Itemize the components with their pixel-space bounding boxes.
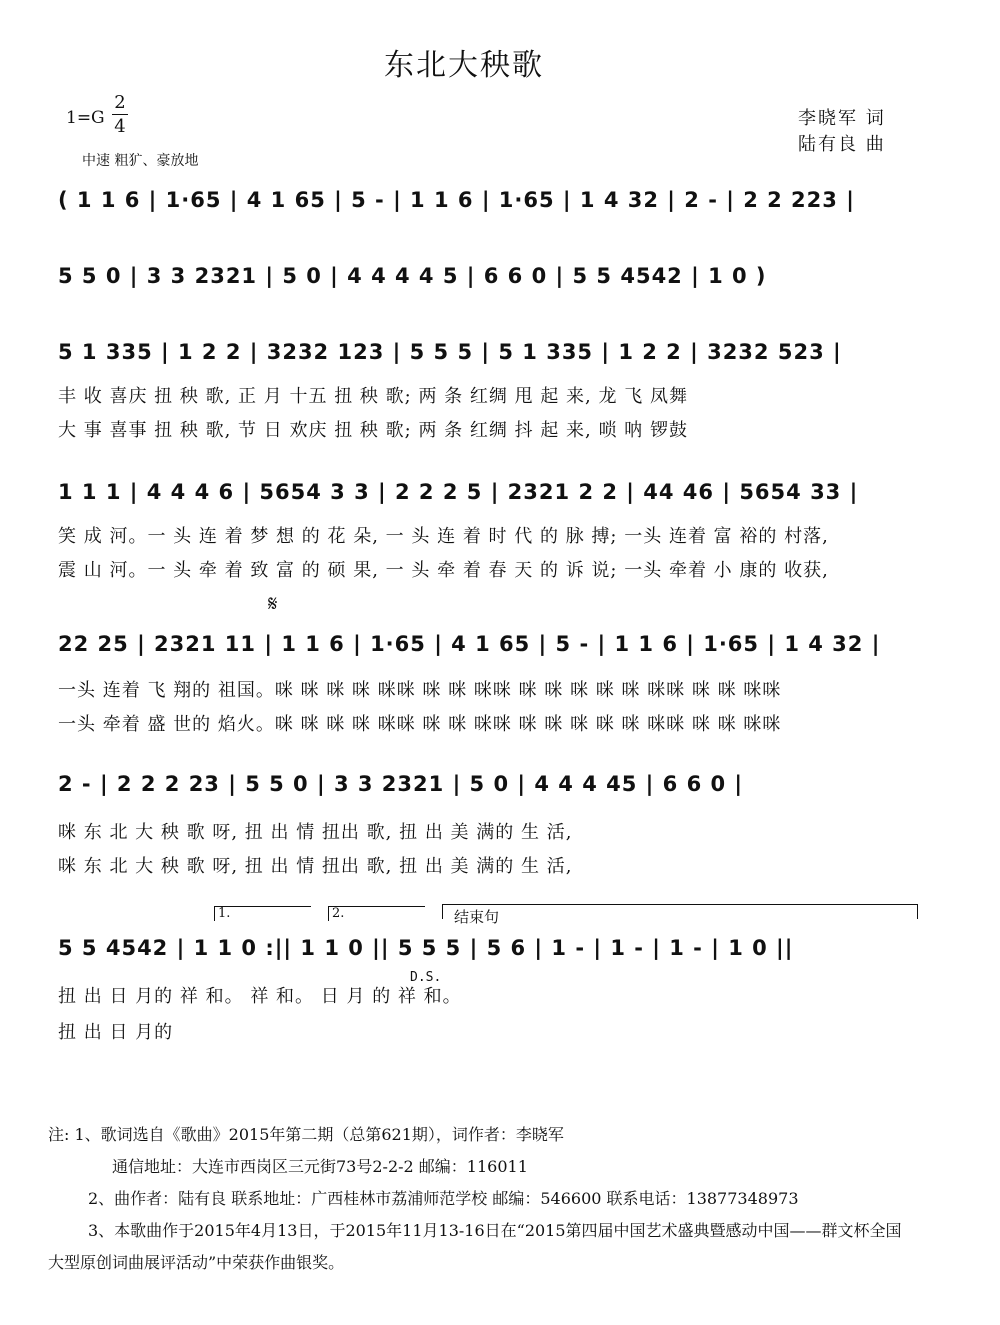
ending-label: 结束句 — [454, 908, 500, 926]
notation: 2 - | 2 2 2 23 | 5 5 0 | 3 3 2321 | 5 0 | 4 4 4 45 | 6 6 0 | — [58, 772, 744, 796]
composer-credit: 陆有良 曲 — [798, 134, 886, 155]
score-line-4 — [58, 480, 938, 582]
notation: 5 5 4542 | 1 1 0 :|| 1 1 0 || 5 5 5 | 5 6 | 1 - | 1 - | 1 - | 1 0 || — [58, 936, 794, 960]
notation: 5 5 0 | 3 3 2321 | 5 0 | 4 4 4 4 5 | 6 6 0 | 5 5 4542 | 1 0 ) — [58, 264, 767, 288]
lyrics-verse-2: 震 山 河。一 头 牵 着 致 富 的 硕 果, 一 头 牵 着 春 天 的 诉 说; 一头 牵着 小 康的 收获, — [58, 560, 829, 581]
time-signature-bottom: 4 — [114, 116, 126, 137]
score-line-3 — [58, 340, 938, 442]
lyrics-verse-2: 扭 出 日 月的 — [58, 1022, 174, 1043]
key-signature: 1=G — [66, 108, 105, 128]
notation: 5 1 335 | 1 2 2 | 3232 123 | 5 5 5 | 5 1 335 | 1 2 2 | 3232 523 | — [58, 340, 842, 364]
footnote-1-address: 通信地址：大连市西岗区三元街73号2-2-2 邮编：116011 — [112, 1157, 528, 1176]
notation: 1 1 1 | 4 4 4 6 | 5654 3 3 | 2 2 2 5 | 2321 2 2 | 44 46 | 5654 33 | — [58, 480, 859, 504]
lyrics-verse-2: 咪 东 北 大 秧 歌 呀, 扭 出 情 扭出 歌, 扭 出 美 满的 生 活, — [58, 856, 573, 877]
score-line-1 — [58, 188, 938, 212]
lyrics-verse-1: 丰 收 喜庆 扭 秧 歌, 正 月 十五 扭 秧 歌; 两 条 红绸 甩 起 来, 龙 飞 凤舞 — [58, 386, 688, 407]
lyrics-verse-1: 咪 东 北 大 秧 歌 呀, 扭 出 情 扭出 歌, 扭 出 美 满的 生 活, — [58, 822, 573, 843]
time-signature-bar — [112, 114, 128, 115]
score-line-7 — [58, 936, 938, 1044]
lyrics-verse-2: 一头 牵着 盛 世的 焰火。咪 咪 咪 咪 咪咪 咪 咪 咪咪 咪 咪 咪 咪 咪 咪咪 咪 咪 咪咪 — [58, 714, 782, 735]
notation: ( 1 1 6 | 1·65 | 4 1 65 | 5 - | 1 1 6 | 1·65 | 1 4 32 | 2 - | 2 2 223 | — [58, 188, 855, 212]
lyrics-verse-1: 一头 连着 飞 翔的 祖国。咪 咪 咪 咪 咪咪 咪 咪 咪咪 咪 咪 咪 咪 咪 咪咪 咪 咪 咪咪 — [58, 680, 782, 701]
lyricist-credit: 李晓军 词 — [798, 108, 886, 129]
footnote-3-continued: 大型原创词曲展评活动”中荣获作曲银奖。 — [48, 1253, 345, 1272]
ds-marking: D.S. — [410, 970, 442, 985]
segno-sign: 𝄋 — [268, 592, 278, 617]
footnote-3: 3、本歌曲作于2015年4月13日，于2015年11月13-16日在“2015第四届中国艺术盛典暨感动中国——群文杯全国 — [88, 1221, 902, 1240]
ending-bracket — [442, 904, 918, 919]
lyrics-verse-2: 大 事 喜事 扭 秧 歌, 节 日 欢庆 扭 秧 歌; 两 条 红绸 抖 起 来, 唢 呐 锣鼓 — [58, 420, 688, 441]
footnote-2: 2、曲作者：陆有良 联系地址：广西桂林市荔浦师范学校 邮编：546600 联系电话：13877348973 — [88, 1189, 799, 1208]
page-title: 东北大秧歌 — [384, 48, 544, 83]
footnote-1: 注: 1、歌词选自《歌曲》2015年第二期（总第621期），词作者：李晓军 — [48, 1125, 564, 1144]
lyrics-verse-1: 扭 出 日 月的 祥 和。 祥 和。 日 月 的 祥 和。 — [58, 986, 462, 1007]
score-line-6 — [58, 772, 938, 878]
volta-1-label: 1. — [218, 906, 231, 921]
tempo-marking: 中速 粗犷、豪放地 — [82, 153, 199, 169]
time-signature-top: 2 — [114, 92, 126, 113]
lyrics-verse-1: 笑 成 河。一 头 连 着 梦 想 的 花 朵, 一 头 连 着 时 代 的 脉 搏; 一头 连着 富 裕的 村落, — [58, 526, 829, 547]
notation: 22 25 | 2321 11 | 1 1 6 | 1·65 | 4 1 65 | 5 - | 1 1 6 | 1·65 | 1 4 32 | — [58, 632, 881, 656]
score-line-5 — [58, 632, 938, 736]
volta-2-label: 2. — [332, 906, 345, 921]
score-line-2 — [58, 264, 938, 288]
